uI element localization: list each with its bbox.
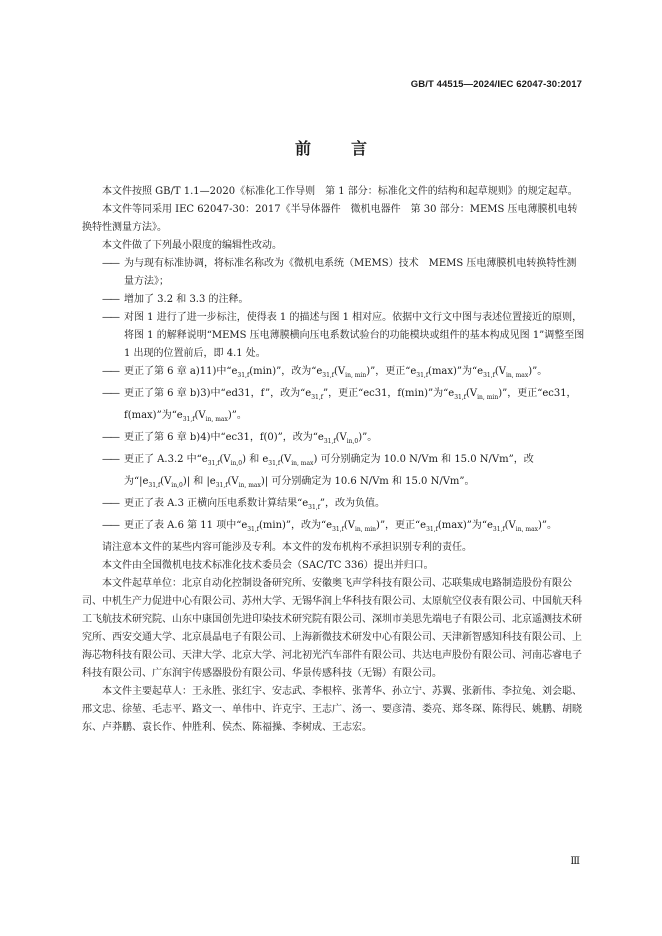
subscript: in,0 [230,460,243,467]
change-item-1-text: 为与现有标准协调，将标准名称改为《微机电系统（MEMS）技术 MEMS 压电薄膜机电转换特性测量方法》； [124,258,577,287]
text-run: 更正了第 6 章 a)11)中“e [124,366,238,377]
change-item-3-text: 对图 1 进行了进一步标注，使得表 1 的描述与图 1 相对应。依据中文行文中图与表述位置接近的原则，将图 1 的解释说明“MEMS 压电薄膜横向压电系数试验台的功能模块或组件的基本构成见图 1”调整至图 1 出现的位置前后，即 4.1 处。 [124,312,585,359]
subscript: 31,f [483,372,495,379]
subscript: 31,f [148,482,161,489]
subscript: 31,f [237,372,250,379]
change-item-7 [82,451,586,495]
subscript: 31,f [247,526,259,533]
text-run: (max)”为“e [437,520,493,531]
text-run: )”，更正“e [366,366,417,377]
text-run: (V [335,432,347,443]
dash-mark: —— [102,520,118,531]
intro-paragraph-1: 本文件按照 GB/T 1.1—2020《标准化工作导则 第 1 部分：标准化文件的结构和起草规则》的规定起草。 [102,186,578,197]
subscript: in, min [345,372,367,379]
text-run: (V [334,366,346,377]
patent-notice: 请注意本文件的某些内容可能涉及专利。本文件的发布机构不承担识别专利的责任。 [102,542,472,553]
subscript: 31,f [308,504,320,511]
subscript: in, max [205,416,228,423]
text-run: )”，更正“ec31，f(max)”为“e [124,388,577,421]
subscript: in, max [238,482,261,489]
subscript: 31,f [268,460,281,467]
text-run: )”。 [227,410,247,421]
text-run: (max)”为“e [428,366,484,377]
text-run: 更正了第 6 章 b)3)中“ed31，f”，改为“e [124,388,312,399]
page-number: Ⅲ [570,856,580,867]
text-run: (min)”，改为“e [259,520,333,531]
subscript: 31,f [426,526,438,533]
title-char-1: 前 [294,139,311,158]
text-run: )”。 [528,366,548,377]
change-item-2-text: 增加了 3.2 和 3.3 的注释。 [124,294,249,305]
text-run: )”。 [538,520,558,531]
text-run: (V [494,366,506,377]
change-item-1 [82,255,586,291]
standard-code: GB/T 44515—2024/IEC 62047-30:2017 [410,79,582,90]
subscript: 31,f [332,526,344,533]
text-run: (V [219,454,231,465]
text-run: 更正了 A.3.2 中“e [124,454,208,465]
foreword-body [82,183,586,737]
intro-paragraph-2: 本文件等同采用 IEC 62047-30：2017《半导体器件 微机电器件 第 30 部分：MEMS 压电薄膜机电转换特性测量方法》。 [82,204,578,233]
text-run: )| 可分别确定为 10.6 N/Vm 和 15.0 N/Vm”。 [260,476,475,487]
dash-mark: —— [102,498,118,509]
text-run: (V [465,388,478,399]
text-run: (V [343,520,355,531]
change-item-8 [82,495,586,517]
text-run: (V [160,476,172,487]
text-run: (min)”，改为“e [249,366,323,377]
title-char-2: 言 [351,139,368,158]
dash-mark: —— [102,294,118,305]
subscript: in,0 [346,438,359,445]
subscript: 31,f [182,416,195,423]
text-run: (V [227,476,239,487]
text-run: (V [280,454,292,465]
dash-mark: —— [102,258,118,269]
text-run: 更正了表 A.3 正横向压电系数计算结果“e [124,498,309,509]
subscript: in, max [291,460,314,467]
dash-mark: —— [102,432,118,443]
main-drafters: 本文件主要起草人：王永胜、张红宇、安志武、李根梓、张菁华、孙立宁、苏翼、张新伟、李拉兔、刘会聪、邢文忠、徐堃、毛志平、路文一、单伟中、许克宇、王志广、汤一、要彦清、娄亮、郑冬琛、陈得民、姚鹏、胡晓东、卢莽鹏、袁长作、仲胜利、侯杰、陈福操、李树成、王志宏。 [82,686,582,733]
page-title [0,136,662,159]
change-item-4 [82,363,586,385]
text-run: )”，更正“e [376,520,427,531]
change-item-2 [82,291,586,309]
text-run: 更正了表 A.6 第 11 项中“e [124,520,248,531]
subscript: 31,f [207,460,220,467]
text-run: 更正了第 6 章 b)4)中“ec31，f(0)”，改为“e [124,432,324,443]
subscript: 31,f [322,372,335,379]
dash-mark: —— [102,366,118,377]
text-run: )| 和 |e [182,476,216,487]
change-item-3 [82,309,586,363]
intro-paragraph-3: 本文件做了下列最小限度的编辑性改动。 [102,240,282,251]
subscript: 31,f [454,394,466,401]
text-run: ) 和 e [242,454,269,465]
text-run: ) 可分别确定为 10.0 N/Vm 和 15.0 N/Vm”，改为“|e [124,454,534,487]
change-item-5 [82,385,586,429]
subscript: 31,f [492,526,505,533]
dash-mark: —— [102,312,118,323]
dash-mark: —— [102,454,118,465]
committee-statement: 本文件由全国微机电技术标准化技术委员会（SAC/TC 336）提出并归口。 [102,560,434,571]
text-run: (V [194,410,206,421]
subscript: in, max [515,526,539,533]
dash-mark: —— [102,388,118,399]
subscript: in,0 [171,482,183,489]
change-item-9 [82,517,586,539]
subscript: in, min [354,526,377,533]
drafting-organizations: 本文件起草单位：北京自动化控制设备研究所、安徽奥飞声学科技有限公司、芯联集成电路制造股份有限公司、中机生产力促进中心有限公司、苏州大学、无锡华润上华科技有限公司、太原航空仪表有限公司、中国航天科工飞航技术研究院、山东中康国创先进印染技术研究院有限公司、深圳市美思先端电子有限公司、北京遥测技术研究所、西安交通大学、北京晨晶电子有限公司、上海新微技术研发中心有限公司、天津新智感知科技有限公司、上海芯物科技有限公司、天津大学、北京大学、河北初光汽车部件有限公司、共达电声股份有限公司、河南芯睿电子科技有限公司、广东润宇传感器股份有限公司、华景传感科技（无锡）有限公司。 [82,578,582,679]
subscript: 31,f [311,394,323,401]
text-run: ”，改为负值。 [319,498,386,509]
subscript: in, min [477,394,499,401]
subscript: 31,f [215,482,228,489]
text-run: )”。 [358,432,378,443]
text-run: ”，更正“ec31，f(min)”为“e [322,388,455,399]
text-run: (V [504,520,516,531]
subscript: 31,f [323,438,336,445]
subscript: 31,f [416,372,429,379]
subscript: in, max [505,372,529,379]
change-item-6 [82,429,586,451]
